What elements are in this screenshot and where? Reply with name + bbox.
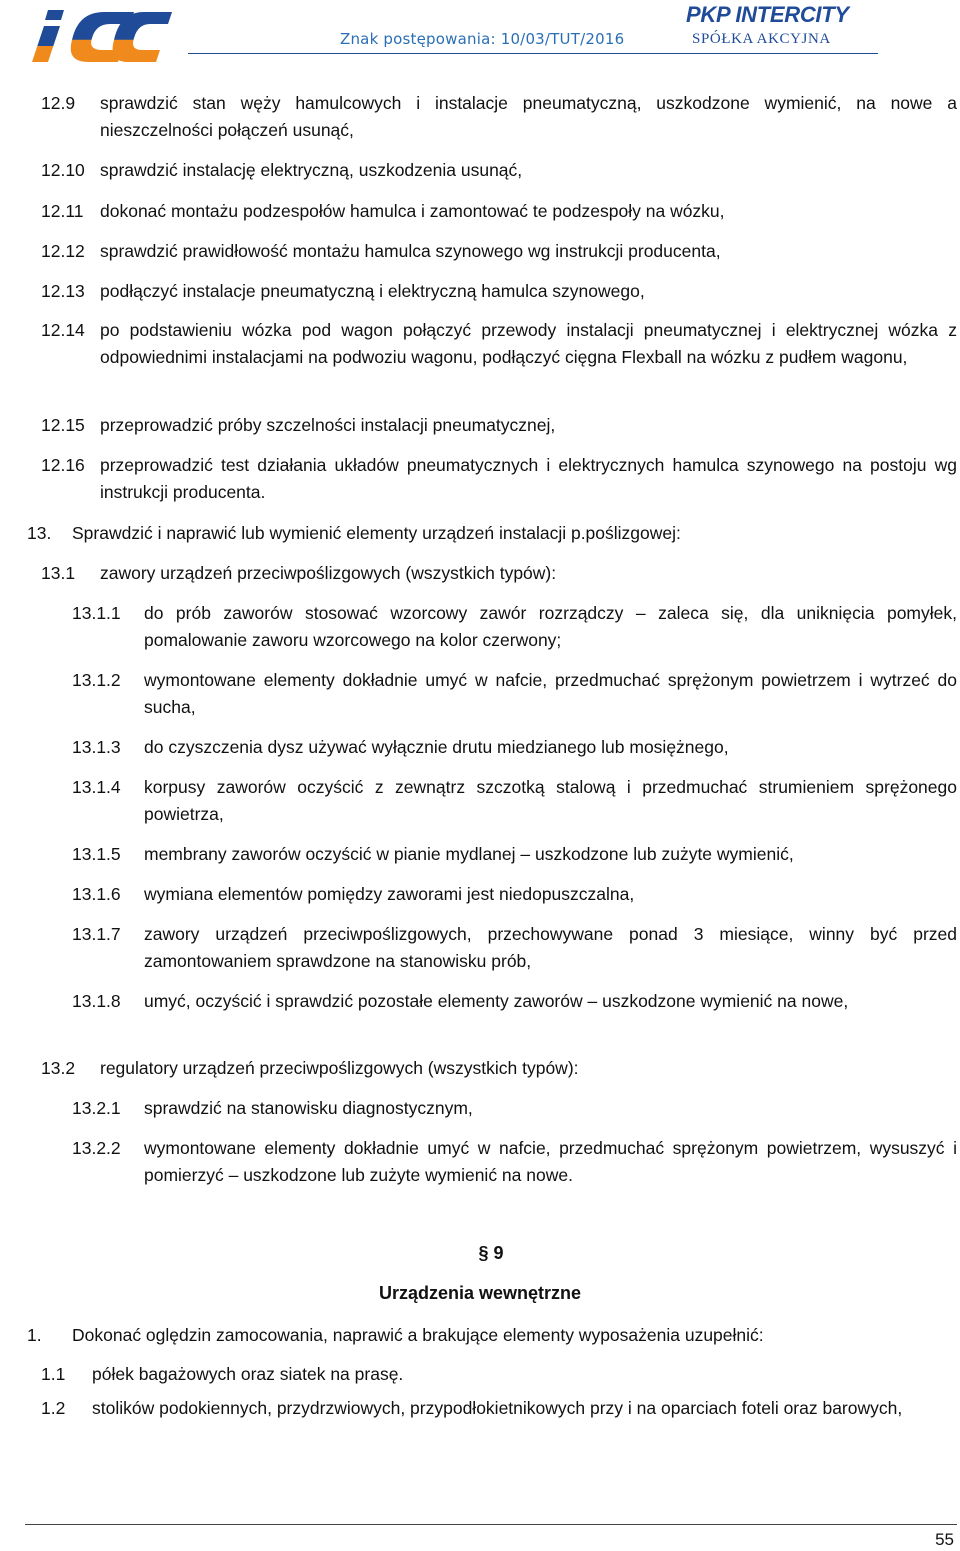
- item-number: 1.2: [41, 1398, 66, 1418]
- item-number: 13.2.1: [72, 1098, 121, 1118]
- section-mark: § 9: [478, 1243, 504, 1263]
- item-number: 13.: [27, 523, 52, 543]
- page-number: 55: [935, 1530, 954, 1549]
- brand-subtitle: SPÓŁKA AKCYJNA: [692, 31, 831, 47]
- item-text: korpusy zaworów oczyścić z zewnątrz szczotką stalową i przedmuchać strumieniem sprężonego powietrza,: [144, 777, 957, 824]
- list-item: [41, 317, 957, 371]
- list-item: [41, 157, 957, 184]
- procurement-reference: Znak postępowania: 10/03/TUT/2016: [340, 30, 625, 48]
- list-item: [41, 90, 957, 144]
- item-number: 13.1.5: [72, 844, 121, 864]
- item-number: 13.1: [41, 563, 76, 583]
- item-number: 1.1: [41, 1364, 66, 1384]
- item-text: przeprowadzić test działania układów pneumatycznych i elektrycznych hamulca szynowego na postoju wg instrukcji producenta.: [100, 455, 957, 502]
- list-item: [72, 1095, 957, 1122]
- item-number: 12.12: [41, 241, 85, 261]
- footer-rule: [25, 1524, 957, 1525]
- list-item: [72, 921, 957, 975]
- section-title: Urządzenia wewnętrzne: [378, 1283, 582, 1303]
- list-item: [41, 278, 957, 305]
- item-number: 12.16: [41, 455, 85, 475]
- list-item: [41, 560, 957, 587]
- item-text: wymontowane elementy dokładnie umyć w nafcie, przedmuchać sprężonym powietrzem, wysuszyć i pomierzyć – uszkodzone lub zużyte wymienić na nowe.: [144, 1138, 957, 1185]
- item-text: Sprawdzić i naprawić lub wymienić elementy urządzeń instalacji p.poślizgowej:: [72, 523, 681, 543]
- item-number: 13.1.1: [72, 603, 121, 623]
- list-item: [41, 1395, 957, 1422]
- item-number: 12.10: [41, 160, 85, 180]
- item-number: 1.: [27, 1325, 42, 1345]
- item-number: 13.1.6: [72, 884, 121, 904]
- item-text: regulatory urządzeń przeciwpoślizgowych (wszystkich typów):: [100, 1058, 579, 1078]
- item-number: 13.1.7: [72, 924, 121, 944]
- list-item: [41, 412, 957, 439]
- list-item: [72, 841, 957, 868]
- list-item: [41, 452, 957, 506]
- item-text: stolików podokiennych, przydrzwiowych, przypodłokietnikowych przy i na oparciach foteli oraz barowych,: [92, 1398, 903, 1418]
- list-item: [72, 667, 957, 721]
- list-item: [41, 238, 957, 265]
- item-number: 13.2: [41, 1058, 76, 1078]
- header-rule: [188, 53, 878, 54]
- item-text: półek bagażowych oraz siatek na prasę.: [92, 1364, 404, 1384]
- page-header: [0, 0, 960, 66]
- list-item: [72, 1135, 957, 1189]
- item-number: 13.2.2: [72, 1138, 121, 1158]
- item-text: do czyszczenia dysz używać wyłącznie drutu miedzianego lub mosiężnego,: [144, 737, 729, 757]
- item-number: 12.11: [41, 201, 84, 221]
- item-text: membrany zaworów oczyścić w pianie mydlanej – uszkodzone lub zużyte wymienić,: [144, 844, 794, 864]
- item-number: 12.15: [41, 415, 85, 435]
- item-text: sprawdzić instalację elektryczną, uszkodzenia usunąć,: [100, 160, 523, 180]
- list-item: [41, 1055, 957, 1082]
- item-number: 13.1.8: [72, 991, 121, 1011]
- item-number: 12.14: [41, 320, 85, 340]
- list-item: [72, 988, 957, 1015]
- item-number: 13.1.3: [72, 737, 121, 757]
- intercity-logo: [26, 4, 176, 64]
- brand-name: PKP INTERCITY: [686, 2, 849, 27]
- item-text: Dokonać oględzin zamocowania, naprawić a brakujące elementy wyposażenia uzupełnić:: [72, 1325, 764, 1345]
- item-text: umyć, oczyścić i sprawdzić pozostałe elementy zaworów – uszkodzone wymienić na nowe,: [144, 991, 849, 1011]
- list-item: [41, 1361, 957, 1388]
- list-item: [72, 734, 957, 761]
- item-text: wymontowane elementy dokładnie umyć w nafcie, przedmuchać sprężonym powietrzem i wytrzeć do sucha,: [144, 670, 957, 717]
- item-number: 13.1.2: [72, 670, 121, 690]
- item-text: sprawdzić stan węży hamulcowych i instalacje pneumatyczną, uszkodzone wymienić, na nowe a nieszczelności połączeń usunąć,: [100, 93, 957, 140]
- item-text: zawory urządzeń przeciwpoślizgowych (wszystkich typów):: [100, 563, 557, 583]
- item-text: podłączyć instalacje pneumatyczną i elektryczną hamulca szynowego,: [100, 281, 645, 301]
- item-text: przeprowadzić próby szczelności instalacji pneumatycznej,: [100, 415, 556, 435]
- item-text: po podstawieniu wózka pod wagon połączyć przewody instalacji pneumatycznej i elektrycznej wózka z odpowiednimi instalacjami na podwoziu wagonu, podłączyć cięgna Flexball na wózku z pudłem wagonu,: [100, 320, 957, 367]
- item-text: dokonać montażu podzespołów hamulca i zamontować te podzespoły na wózku,: [100, 201, 725, 221]
- item-text: wymiana elementów pomiędzy zaworami jest niedopuszczalna,: [144, 884, 635, 904]
- item-text: zawory urządzeń przeciwpoślizgowych, przechowywane ponad 3 miesiące, winny być przed zamontowaniem sprawdzone na stanowisku prób,: [144, 924, 957, 971]
- list-item: [41, 198, 957, 225]
- list-item: [27, 520, 957, 547]
- item-number: 13.1.4: [72, 777, 121, 797]
- list-item: [72, 881, 957, 908]
- list-item: [72, 600, 957, 654]
- item-number: 12.9: [41, 93, 76, 113]
- item-text: sprawdzić na stanowisku diagnostycznym,: [144, 1098, 473, 1118]
- item-number: 12.13: [41, 281, 85, 301]
- item-text: sprawdzić prawidłowość montażu hamulca szynowego wg instrukcji producenta,: [100, 241, 721, 261]
- list-item: [27, 1322, 957, 1349]
- list-item: [72, 774, 957, 828]
- item-text: do prób zaworów stosować wzorcowy zawór rozrządczy – zaleca się, dla uniknięcia pomyłek, pomalowanie zaworu wzorcowego na kolor czerwony;: [144, 603, 957, 650]
